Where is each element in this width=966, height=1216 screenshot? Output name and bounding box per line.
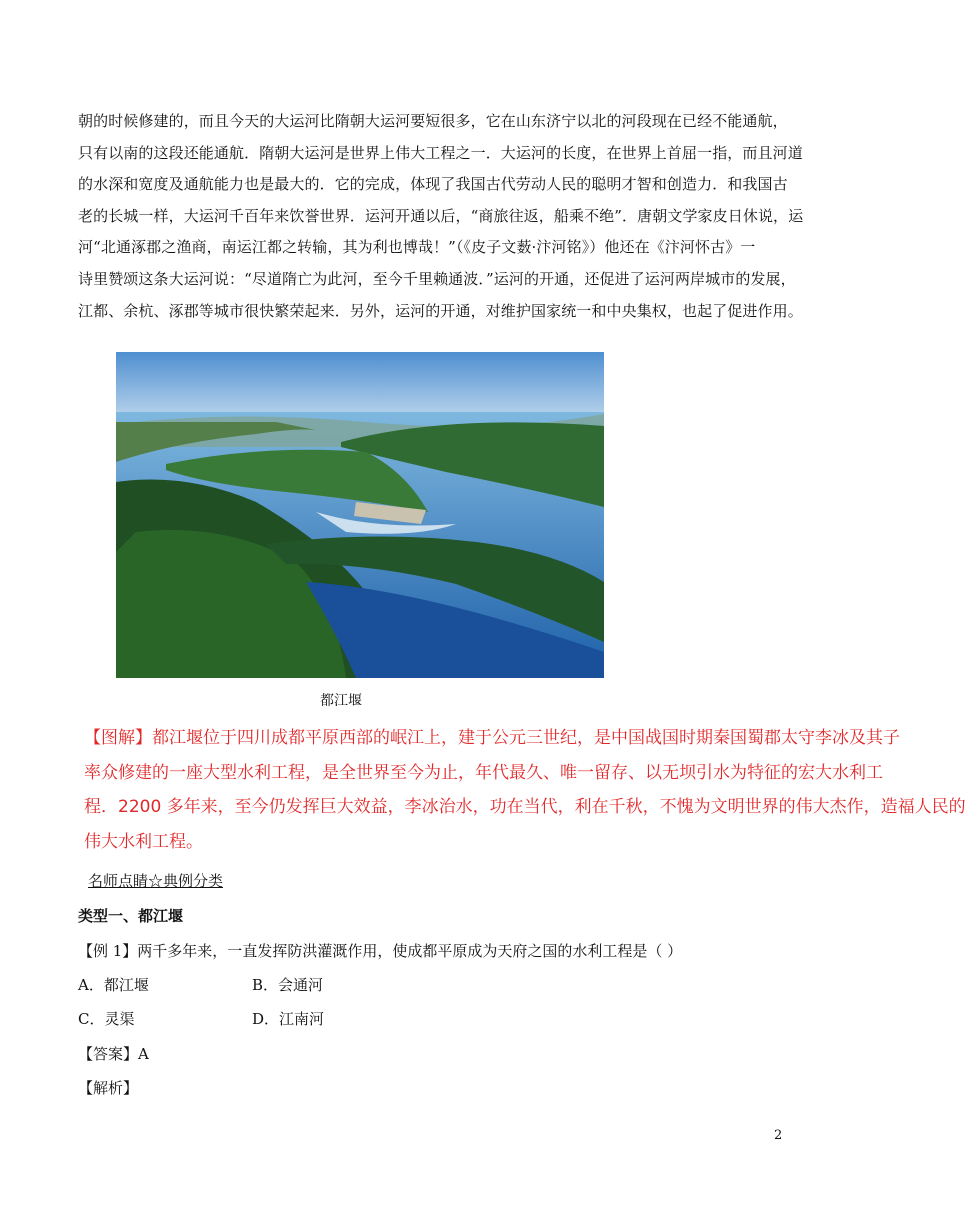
option-b: B．会通河 xyxy=(252,976,324,994)
paragraph-line: 的水深和宽度及通航能力也是最大的．它的完成，体现了我国古代劳动人民的聪明才智和创造力．和我国古 xyxy=(78,175,788,194)
option-c: C．灵渠 xyxy=(78,1010,135,1028)
example-question: 【例 1】两千多年来，一直发挥防洪灌溉作用，使成都平原成为天府之国的水利工程是（ ） xyxy=(78,942,683,960)
photo-caption: 都江堰 xyxy=(320,693,362,709)
option-d: D．江南河 xyxy=(252,1010,325,1028)
tujie-line: 【图解】都江堰位于四川成都平原西部的岷江上，建于公元三世纪，是中国战国时期秦国蜀郡太守李冰及其子 xyxy=(84,728,900,748)
tujie-line: 程．2200 多年来，至今仍发挥巨大效益，李冰治水，功在当代，利在千秋，不愧为文明世界的伟大杰作，造福人民的 xyxy=(84,797,966,817)
answer-line: 【答案】A xyxy=(78,1045,149,1063)
dujiangyan-landscape-illustration xyxy=(116,352,604,678)
paragraph-line: 朝的时候修建的，而且今天的大运河比隋朝大运河要短很多，它在山东济宁以北的河段现在已经不能通航， xyxy=(78,112,788,130)
paragraph-line: 诗里赞颂这条大运河说：“尽道隋亡为此河，至今千里赖通波．”运河的开通，还促进了运河两岸城市的发展， xyxy=(78,269,796,288)
paragraph-line: 江都、余杭、涿郡等城市很快繁荣起来．另外，运河的开通，对维护国家统一和中央集权，也起了促进作用。 xyxy=(78,301,803,320)
option-a: A．都江堰 xyxy=(78,976,149,994)
paragraph-line: 老的长城一样，大运河千百年来饮誉世界．运河开通以后，“商旅往返，船乘不绝”．唐朝文学家皮日休说，运 xyxy=(78,206,804,225)
type-heading: 类型一、都江堰 xyxy=(78,907,184,925)
paragraph-line: 河“北通涿郡之渔商，南运江都之转输，其为利也博哉！”（《皮子文薮·汴河铭》）他还在《汴河怀古》一 xyxy=(78,238,756,257)
tujie-line: 率众修建的一座大型水利工程，是全世界至今为止，年代最久、唯一留存、以无坝引水为特征的宏大水利工 xyxy=(84,762,883,783)
page-number: 2 xyxy=(774,1128,783,1143)
grand-canal-paragraph xyxy=(78,106,804,327)
tujie-annotation xyxy=(84,721,966,859)
section-heading: 名师点睛☆典例分类 xyxy=(88,872,224,890)
tujie-line: 伟大水利工程。 xyxy=(84,831,203,852)
paragraph-line: 只有以南的这段还能通航．隋朝大运河是世界上伟大工程之一．大运河的长度，在世界上首屈一指，而且河道 xyxy=(78,143,803,162)
dujiangyan-photo xyxy=(116,352,604,678)
analysis-label: 【解析】 xyxy=(78,1079,139,1097)
